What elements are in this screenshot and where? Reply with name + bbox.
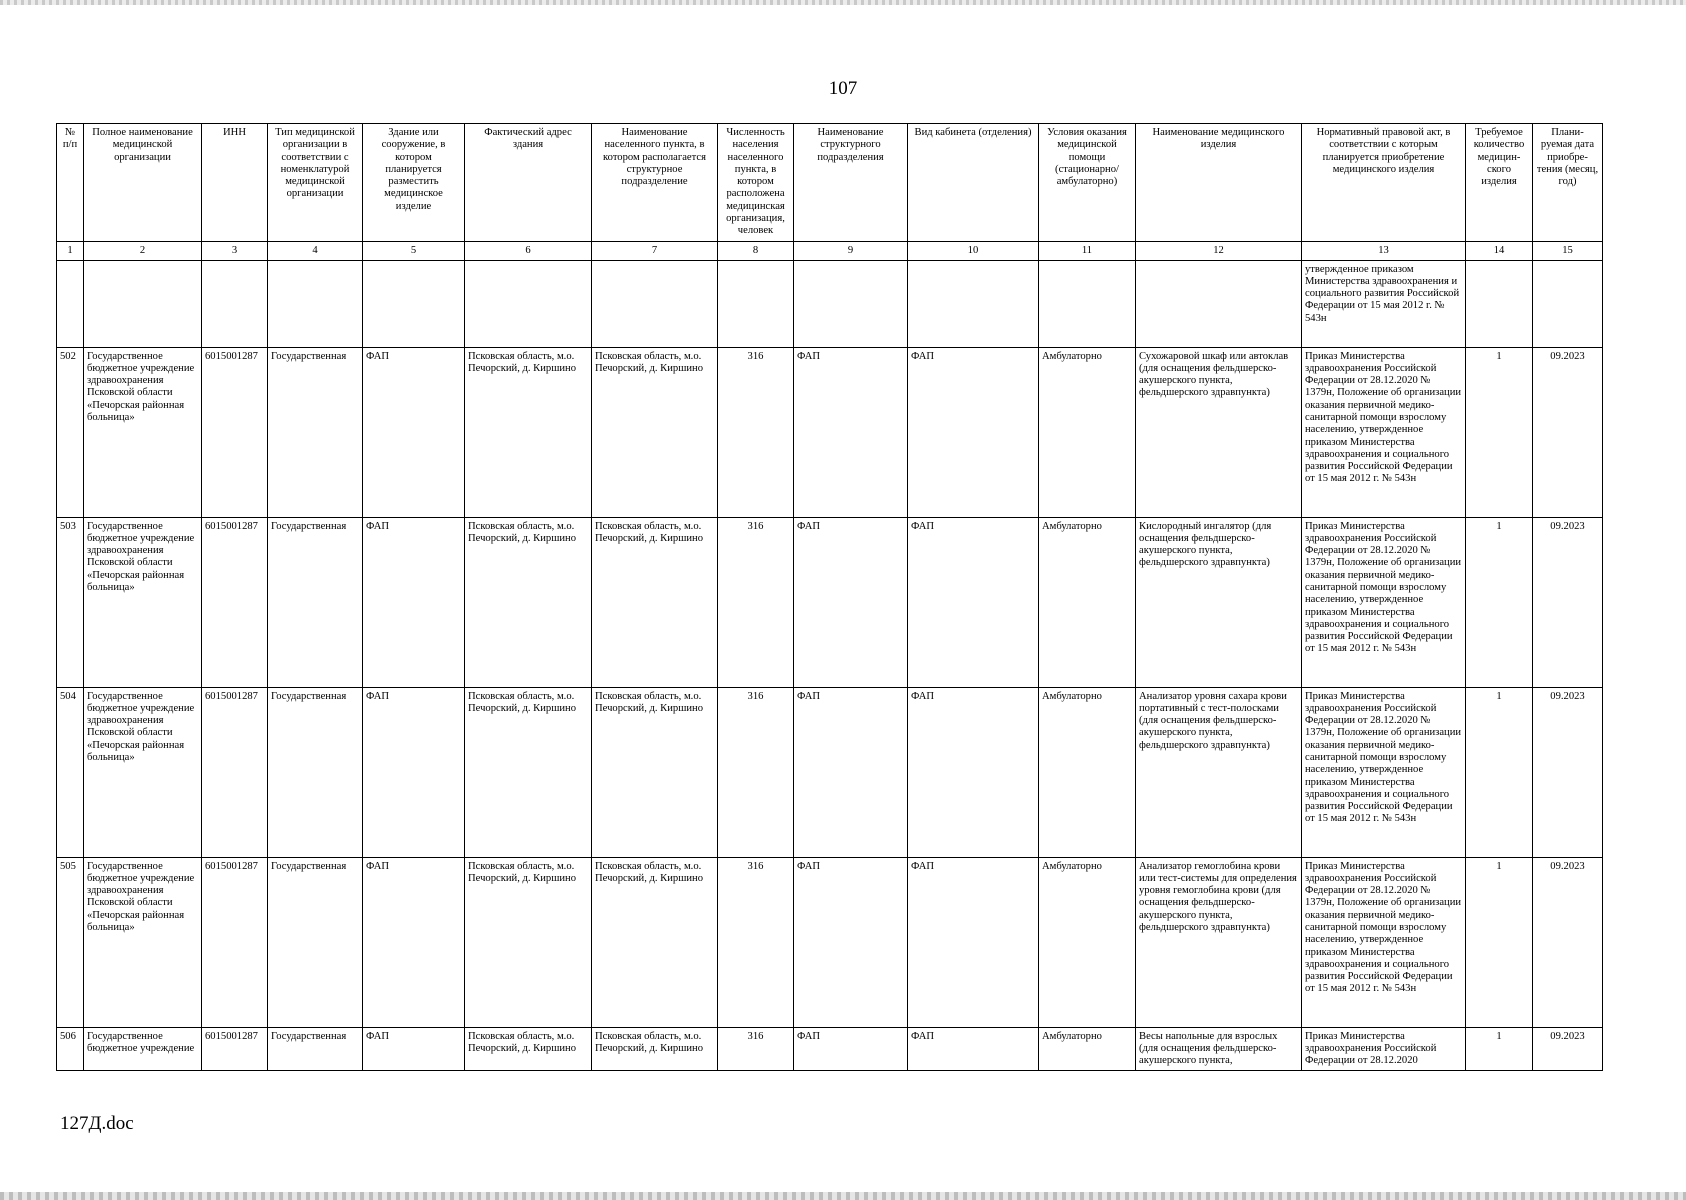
cell-address: Псковская область, м.о. Печорский, д. Киршино [465, 687, 592, 857]
cell-conditions: Амбулаторно [1039, 857, 1136, 1027]
cell-locality: Псковская область, м.о. Печорский, д. Киршино [592, 857, 718, 1027]
cell-inn: 6015001287 [202, 687, 268, 857]
header-cell: Численность населения населенного пункта, в котором расположена медицинская организация, человек [718, 124, 794, 242]
cell-inn: 6015001287 [202, 1027, 268, 1071]
column-number: 3 [202, 241, 268, 260]
cell-device: Весы напольные для взрослых (для оснащения фельдшерско-акушерского пункта, [1136, 1027, 1302, 1071]
cell-conditions: Амбулаторно [1039, 1027, 1136, 1071]
column-number: 5 [363, 241, 465, 260]
continuation-act-cell: утвержденное приказом Министерства здравоохранения и социального развития Российской Федерации от 15 мая 2012 г. № 543н [1302, 260, 1466, 347]
header-cell: Наименование медицинского изделия [1136, 124, 1302, 242]
cell-cabinet: ФАП [908, 347, 1039, 517]
cell-conditions: Амбулаторно [1039, 687, 1136, 857]
column-number: 8 [718, 241, 794, 260]
header-cell: Вид кабинета (отделения) [908, 124, 1039, 242]
cell-locality: Псковская область, м.о. Печорский, д. Киршино [592, 1027, 718, 1071]
header-row [57, 124, 1603, 242]
cell-act: Приказ Министерства здравоохранения Российской Федерации от 28.12.2020 № 1379н, Положение об организации оказания первичной медико-санитарной помощи взрослому населению, утвержденное приказом Министерства здравоохранения и социального развития Российской Федерации от 15 мая 2012 г. № 543н [1302, 517, 1466, 687]
header-cell: ИНН [202, 124, 268, 242]
header-cell: Наименование населенного пункта, в котором располагается структурное подразделение [592, 124, 718, 242]
cell-qty: 1 [1466, 687, 1533, 857]
cell-org: Государственное бюджетное учреждение здравоохранения Псковской области «Печорская районная больница» [84, 347, 202, 517]
header-cell: Тип медицинской организации в соответствии с номенклатурой медицинской организации [268, 124, 363, 242]
cell-num: 505 [57, 857, 84, 1027]
cell-org: Государственное бюджетное учреждение здравоохранения Псковской области «Печорская районная больница» [84, 687, 202, 857]
column-number: 9 [794, 241, 908, 260]
cell-date: 09.2023 [1533, 857, 1603, 1027]
document-filename: 127Д.doc [60, 1113, 134, 1134]
cell-device: Кислородный ингалятор (для оснащения фельдшерско-акушерского пункта, фельдшерского здравпункта) [1136, 517, 1302, 687]
cell-unit: ФАП [794, 1027, 908, 1071]
cell-unit: ФАП [794, 687, 908, 857]
table-row [57, 347, 1603, 517]
cell-locality: Псковская область, м.о. Печорский, д. Киршино [592, 687, 718, 857]
cell-inn: 6015001287 [202, 347, 268, 517]
header-cell: Требуемое количество медицин-ского изделия [1466, 124, 1533, 242]
cell-building: ФАП [363, 1027, 465, 1071]
cell-date: 09.2023 [1533, 347, 1603, 517]
cell-unit: ФАП [794, 857, 908, 1027]
cell-act: Приказ Министерства здравоохранения Российской Федерации от 28.12.2020 № 1379н, Положение об организации оказания первичной медико-санитарной помощи взрослому населению, утвержденное приказом Министерства здравоохранения и социального развития Российской Федерации от 15 мая 2012 г. № 543н [1302, 687, 1466, 857]
cell-type: Государственная [268, 1027, 363, 1071]
cell-locality: Псковская область, м.о. Печорский, д. Киршино [592, 347, 718, 517]
column-number: 1 [57, 241, 84, 260]
cell-type: Государственная [268, 347, 363, 517]
cell-qty: 1 [1466, 517, 1533, 687]
cell-building: ФАП [363, 857, 465, 1027]
column-number: 10 [908, 241, 1039, 260]
header-cell: Плани-руемая дата приобре-тения (месяц, год) [1533, 124, 1603, 242]
cell-building: ФАП [363, 517, 465, 687]
scan-edge-top [0, 0, 1686, 5]
cell-num: 503 [57, 517, 84, 687]
column-number: 14 [1466, 241, 1533, 260]
cell-date: 09.2023 [1533, 1027, 1603, 1071]
column-number: 6 [465, 241, 592, 260]
cell-num: 506 [57, 1027, 84, 1071]
cell-population: 316 [718, 687, 794, 857]
cell-num: 504 [57, 687, 84, 857]
cell-unit: ФАП [794, 347, 908, 517]
cell-building: ФАП [363, 687, 465, 857]
cell-act: Приказ Министерства здравоохранения Российской Федерации от 28.12.2020 [1302, 1027, 1466, 1071]
continuation-row [57, 260, 1603, 347]
column-number: 13 [1302, 241, 1466, 260]
cell-org: Государственное бюджетное учреждение [84, 1027, 202, 1071]
table-wrap [56, 123, 1602, 1071]
cell-device: Сухожаровой шкаф или автоклав (для оснащения фельдшерско-акушерского пункта, фельдшерского здравпункта) [1136, 347, 1302, 517]
cell-date: 09.2023 [1533, 517, 1603, 687]
cell-inn: 6015001287 [202, 517, 268, 687]
cell-population: 316 [718, 347, 794, 517]
cell-unit: ФАП [794, 517, 908, 687]
cell-qty: 1 [1466, 1027, 1533, 1071]
cell-org: Государственное бюджетное учреждение здравоохранения Псковской области «Печорская районная больница» [84, 857, 202, 1027]
cell-act: Приказ Министерства здравоохранения Российской Федерации от 28.12.2020 № 1379н, Положение об организации оказания первичной медико-санитарной помощи взрослому населению, утвержденное приказом Министерства здравоохранения и социального развития Российской Федерации от 15 мая 2012 г. № 543н [1302, 857, 1466, 1027]
cell-cabinet: ФАП [908, 517, 1039, 687]
cell-locality: Псковская область, м.о. Печорский, д. Киршино [592, 517, 718, 687]
table-row [57, 857, 1603, 1027]
cell-type: Государственная [268, 687, 363, 857]
cell-org: Государственное бюджетное учреждение здравоохранения Псковской области «Печорская районная больница» [84, 517, 202, 687]
cell-address: Псковская область, м.о. Печорский, д. Киршино [465, 857, 592, 1027]
cell-conditions: Амбулаторно [1039, 347, 1136, 517]
cell-type: Государственная [268, 517, 363, 687]
column-number-row [57, 241, 1603, 260]
header-cell: Фактический адрес здания [465, 124, 592, 242]
header-cell: Условия оказания медицинской помощи (стационарно/ амбулаторно) [1039, 124, 1136, 242]
table-row [57, 1027, 1603, 1071]
cell-conditions: Амбулаторно [1039, 517, 1136, 687]
cell-building: ФАП [363, 347, 465, 517]
cell-population: 316 [718, 1027, 794, 1071]
cell-address: Псковская область, м.о. Печорский, д. Киршино [465, 517, 592, 687]
column-number: 11 [1039, 241, 1136, 260]
column-number: 15 [1533, 241, 1603, 260]
header-cell: Здание или сооружение, в котором планируется разместить медицинское изделие [363, 124, 465, 242]
cell-qty: 1 [1466, 347, 1533, 517]
header-cell: Нормативный правовой акт, в соответствии с которым планируется приобретение медицинского изделия [1302, 124, 1466, 242]
column-number: 12 [1136, 241, 1302, 260]
cell-population: 316 [718, 857, 794, 1027]
cell-num: 502 [57, 347, 84, 517]
page-number: 107 [828, 78, 858, 99]
header-cell: Полное наименование медицинской организации [84, 124, 202, 242]
cell-act: Приказ Министерства здравоохранения Российской Федерации от 28.12.2020 № 1379н, Положение об организации оказания первичной медико-санитарной помощи взрослому населению, утвержденное приказом Министерства здравоохранения и социального развития Российской Федерации от 15 мая 2012 г. № 543н [1302, 347, 1466, 517]
equipment-table [56, 123, 1603, 1071]
column-number: 7 [592, 241, 718, 260]
column-number: 2 [84, 241, 202, 260]
cell-address: Псковская область, м.о. Печорский, д. Киршино [465, 347, 592, 517]
cell-cabinet: ФАП [908, 857, 1039, 1027]
cell-inn: 6015001287 [202, 857, 268, 1027]
cell-date: 09.2023 [1533, 687, 1603, 857]
header-cell: Наименование структурного подразделения [794, 124, 908, 242]
header-cell: № п/п [57, 124, 84, 242]
cell-device: Анализатор гемоглобина крови или тест-системы для определения уровня гемоглобина крови (для оснащения фельдшерско-акушерского пункта, фельдшерского здравпункта) [1136, 857, 1302, 1027]
column-number: 4 [268, 241, 363, 260]
table-row [57, 687, 1603, 857]
scan-edge-bottom [0, 1192, 1686, 1200]
cell-qty: 1 [1466, 857, 1533, 1027]
cell-type: Государственная [268, 857, 363, 1027]
cell-population: 316 [718, 517, 794, 687]
cell-cabinet: ФАП [908, 687, 1039, 857]
table-row [57, 517, 1603, 687]
cell-device: Анализатор уровня сахара крови портативный с тест-полосками (для оснащения фельдшерско-акушерского пункта, фельдшерского здравпункта) [1136, 687, 1302, 857]
cell-address: Псковская область, м.о. Печорский, д. Киршино [465, 1027, 592, 1071]
cell-cabinet: ФАП [908, 1027, 1039, 1071]
